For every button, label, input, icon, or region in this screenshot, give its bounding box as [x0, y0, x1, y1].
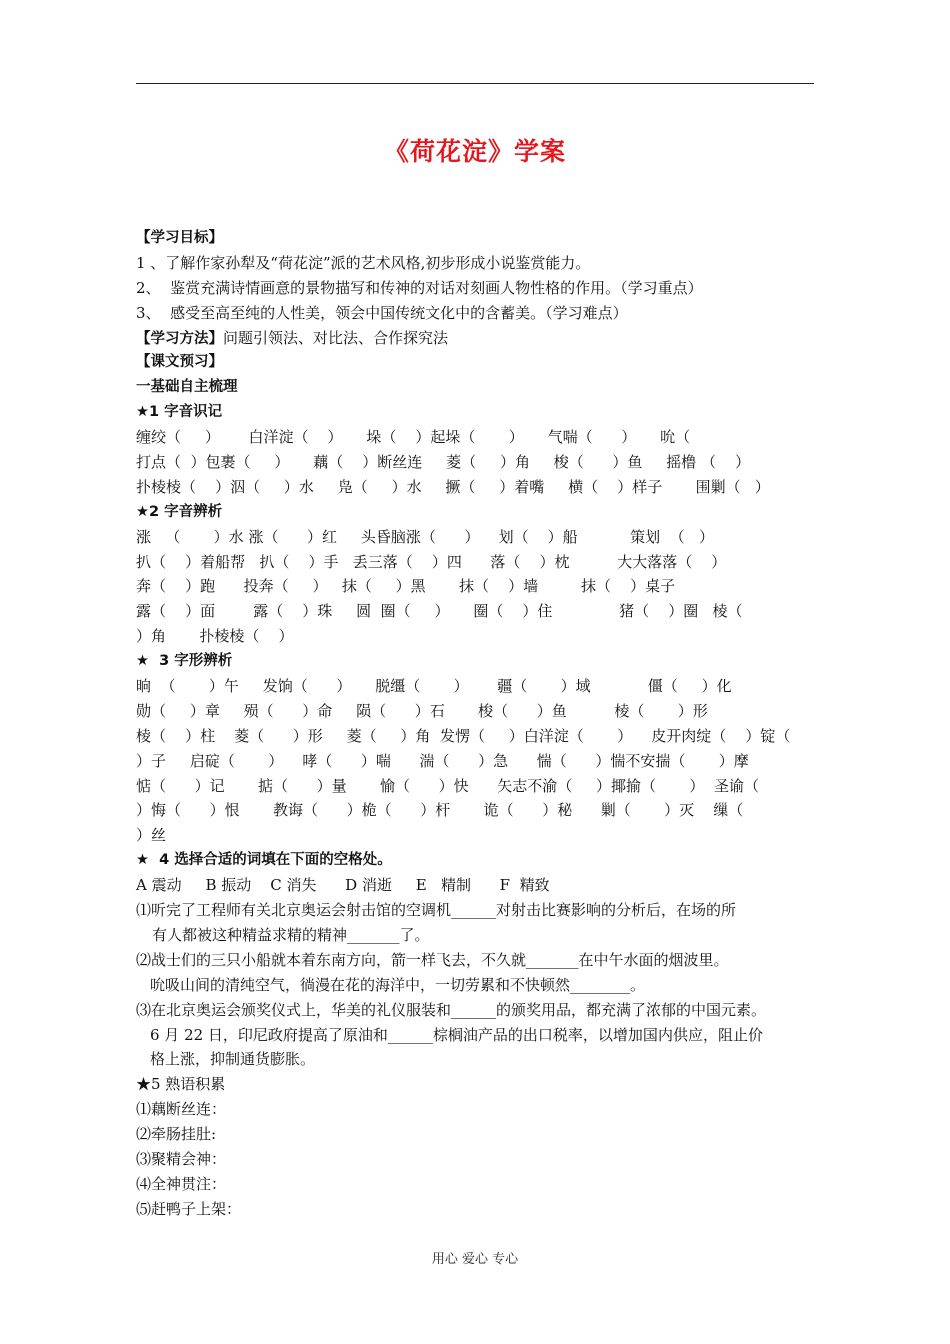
text-line: 【学习目标】	[136, 230, 223, 246]
text-line: 涨 （ ）水 涨（ ）红 头昏脑涨（ ） 划（ ）船 策划 （ ）	[136, 527, 714, 546]
text-line: ⑶聚精会神：	[136, 1149, 227, 1168]
text-line: ⑷全神贯注：	[136, 1174, 227, 1193]
text-line: 【课文预习】	[136, 354, 223, 371]
text-line: ⑶在北京奥运会颁奖仪式上，华美的礼仪服装和______的颁奖用品，都充满了浓郁的中国元素。	[136, 1000, 767, 1019]
text-line: 惦（ ）记 掂（ ）量 愉（ ）快 矢志不渝（ ）揶揄（ ） 圣谕（	[136, 776, 759, 795]
document-title: 《荷花淀》学案	[383, 137, 566, 166]
text-line: 扑棱棱（ ）泅（ ）水 凫（ ）水 撅（ ）着嘴 横（ ）样子 围剿（ ）	[136, 477, 770, 496]
text-line: 格上涨，抑制通货膨胀。	[150, 1050, 316, 1069]
text-line: 有人都被这种精益求精的精神_______了。	[152, 925, 430, 944]
document-body	[136, 226, 816, 1222]
text-line: 2、 鉴赏充满诗情画意的景物描写和传神的对话对刻画人物性格的作用。（学习重点）	[136, 278, 703, 297]
text-line: ★2 字音辨析	[136, 503, 223, 520]
text-line: ⑵牵肠挂肚:	[136, 1125, 217, 1144]
text-line: ⑴藕断丝连：	[136, 1100, 227, 1119]
text-line: ）角 扑棱棱（ ）	[136, 627, 294, 646]
text-line: ★ 4 选择合适的词填在下面的空格处。	[136, 852, 392, 869]
text-line: 打点（ ）包裹（ ） 藕（ ）断丝连 菱（ ）角 梭（ ）鱼 摇橹 （ ）	[136, 453, 751, 472]
method-label: 【学习方法】	[136, 330, 223, 347]
text-line: 奔（ ）跑 投奔（ ） 抹（ ）黑 抹（ ）墙 抹（ ）桌子	[136, 577, 676, 596]
text-line: 缠绞（ ） 白洋淀（ ） 垛（ ）起垛（ ） 气喘（ ） 吮（	[136, 428, 691, 447]
text-line: ⑵战士们的三只小船就本着东南方向，箭一样飞去，不久就_______在中午水面的烟波里。	[136, 950, 729, 969]
text-line: 1 、了解作家孙犁及“荷花淀”派的艺术风格,初步形成小说鉴赏能力。	[136, 253, 591, 272]
text-line	[136, 326, 816, 351]
text-line: 晌 （ ）午 发饷（ ） 脱缰（ ） 疆（ ）域 僵（ ）化	[136, 677, 732, 696]
text-line: 6 月 22 日，印尼政府提高了原油和______棕榈油产品的出口税率，以增加国内供应，阻止价	[150, 1025, 763, 1044]
text-line: ★1 字音识记	[136, 404, 223, 421]
text-line: 一基础自主梳理	[136, 379, 238, 396]
text-line: 吮吸山间的清纯空气，徜漫在花的海洋中，一切劳累和不快顿然________。	[150, 975, 646, 994]
text-line: 露（ ）面 露（ ）珠 圆 圈（ ） 圈（ ）住 猪（ ）圈 棱（	[136, 602, 743, 621]
text-line: ）丝	[136, 826, 167, 845]
text-line: 勋（ ）章 殒（ ）命 陨（ ）石 梭（ ）鱼 棱（ ）形	[136, 701, 708, 720]
text-line: ）子 启碇（ ） 哮（ ）喘 湍（ ）急 惴（ ）惴不安揣（ ）摩	[136, 751, 749, 770]
text-line: ）悔（ ）恨 教诲（ ）桅（ ）杆 诡（ ）秘 剿（ ）灭 缫（	[136, 801, 744, 820]
text-line: ⑴听完了工程师有关北京奥运会射击馆的空调机______对射击比赛影响的分析后，在场的所	[136, 901, 737, 920]
text-line: 棱（ ）柱 菱（ ）形 菱（ ）角 发愣（ ）白洋淀（ ） 皮开肉绽（ ）锭（	[136, 726, 791, 745]
text-line: ★5 熟语积累	[136, 1075, 226, 1094]
header-rule	[136, 83, 814, 84]
text-line: 扒（ ）着船帮 扒（ ）手 丢三落（ ）四 落（ ）枕 大大落落（ ）	[136, 552, 727, 571]
page-footer: 用心 爱心 专心	[431, 1252, 519, 1267]
text-line: 3、 感受至高至纯的人性美，领会中国传统文化中的含蓄美。（学习难点）	[136, 303, 628, 322]
text-line: ⑸赶鸭子上架：	[136, 1199, 242, 1218]
method-text: 问题引领法、对比法、合作探究法	[223, 328, 449, 347]
text-line: ★ 3 字形辨析	[136, 653, 233, 670]
text-line: A 震动 B 振动 C 消失 D 消逝 E 精制 F 精致	[136, 876, 550, 895]
